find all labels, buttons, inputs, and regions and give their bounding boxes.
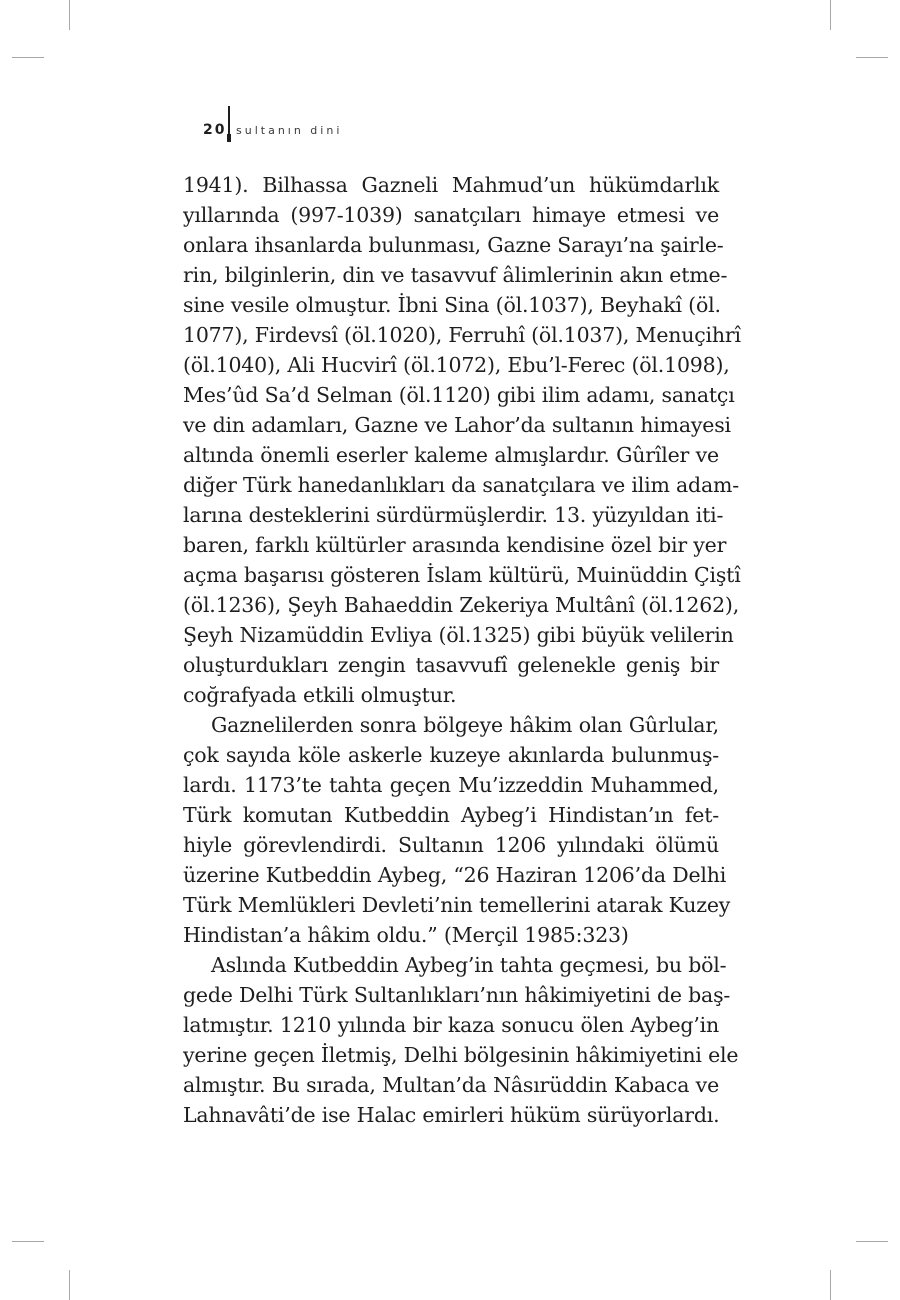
text-line: baren, farklı kültürler arasında kendisine özel bir yer xyxy=(183,533,727,557)
crop-mark-bottom-left xyxy=(69,1270,70,1300)
crop-mark-right-top xyxy=(856,57,888,58)
text-line: Türk komutan Kutbeddin Aybeg’i Hindistan’ın fet- xyxy=(183,803,719,827)
text-line: Aslında Kutbeddin Aybeg’in tahta geçmesi, bu böl- xyxy=(211,953,727,977)
text-line: ve din adamları, Gazne ve Lahor’da sultanın himayesi xyxy=(183,413,731,437)
crop-mark-top-left xyxy=(69,0,70,30)
text-line: onlara ihsanlarda bulunması, Gazne Sarayı’na şairle- xyxy=(183,233,724,257)
text-line: lardı. 1173’te tahta geçen Mu’izzeddin Muhammed, xyxy=(183,773,719,797)
text-line: almıştır. Bu sırada, Multan’da Nâsırüddin Kabaca ve xyxy=(183,1073,719,1097)
text-line: yerine geçen İletmiş, Delhi bölgesinin hâkimiyetini ele xyxy=(183,1043,739,1067)
text-line: yıllarında (997-1039) sanatçıları himaye etmesi ve xyxy=(183,203,719,227)
crop-mark-bottom-right xyxy=(830,1270,831,1300)
crop-mark-right-bottom xyxy=(856,1241,888,1242)
text-line: latmıştır. 1210 yılında bir kaza sonucu ölen Aybeg’in xyxy=(183,1013,719,1037)
text-line: altında önemli eserler kaleme almışlardır. Gûrîler ve xyxy=(183,443,719,467)
crop-mark-left-top xyxy=(12,57,44,58)
text-line: (öl.1040), Ali Hucvirî (öl.1072), Ebu’l-Ferec (öl.1098), xyxy=(183,353,730,377)
paragraph-1 xyxy=(183,170,741,710)
text-line: çok sayıda köle askerle kuzeye akınlarda bulunmuş- xyxy=(183,743,719,767)
text-line: sine vesile olmuştur. İbni Sina (öl.1037), Beyhakî (öl. xyxy=(183,293,721,317)
paragraph-3 xyxy=(183,950,739,1130)
body-text xyxy=(183,170,741,1130)
text-line: açma başarısı gösteren İslam kültürü, Muinüddin Çiştî xyxy=(183,563,741,587)
text-line: 1941). Bilhassa Gazneli Mahmud’un hükümdarlık xyxy=(183,173,719,197)
text-line: Türk Memlükleri Devleti’nin temellerini atarak Kuzey xyxy=(183,893,731,917)
text-line: oluşturdukları zengin tasavvufî gelenekle geniş bir xyxy=(183,653,719,677)
crop-mark-top-right xyxy=(830,0,831,30)
text-line: larına desteklerini sürdürmüşlerdir. 13. yüzyıldan iti- xyxy=(183,503,724,527)
text-line: 1077), Firdevsî (öl.1020), Ferruhî (öl.1037), Menuçihrî xyxy=(183,323,741,347)
text-line: gede Delhi Türk Sultanlıkları’nın hâkimiyetini de baş- xyxy=(183,983,731,1007)
text-line: diğer Türk hanedanlıkları da sanatçılara ve ilim adam- xyxy=(183,473,739,497)
text-line: Şeyh Nizamüddin Evliya (öl.1325) gibi büyük velilerin xyxy=(183,623,734,647)
text-line: üzerine Kutbeddin Aybeg, “26 Haziran 1206’da Delhi xyxy=(183,863,727,887)
text-line: hiyle görevlendirdi. Sultanın 1206 yılındaki ölümü xyxy=(183,833,719,857)
running-title: sultanın dini xyxy=(236,124,343,137)
text-line: coğrafyada etkili olmuştur. xyxy=(183,683,457,707)
running-head-rule-marker xyxy=(227,134,231,142)
text-line: Gaznelilerden sonra bölgeye hâkim olan Gûrlular, xyxy=(211,713,719,737)
text-line: Lahnavâti’de ise Halac emirleri hüküm sürüyorlardı. xyxy=(183,1103,720,1127)
crop-mark-left-bottom xyxy=(12,1241,44,1242)
page-number: 20 xyxy=(203,122,227,138)
text-line: rin, bilginlerin, din ve tasavvuf âlimlerinin akın etme- xyxy=(183,263,728,287)
paragraph-2 xyxy=(183,710,731,950)
text-line: (öl.1236), Şeyh Bahaeddin Zekeriya Multânî (öl.1262), xyxy=(183,593,740,617)
text-line: Hindistan’a hâkim oldu.” (Merçil 1985:323) xyxy=(183,923,629,947)
text-line: Mes’ûd Sa’d Selman (öl.1120) gibi ilim adamı, sanatçı xyxy=(183,383,735,407)
